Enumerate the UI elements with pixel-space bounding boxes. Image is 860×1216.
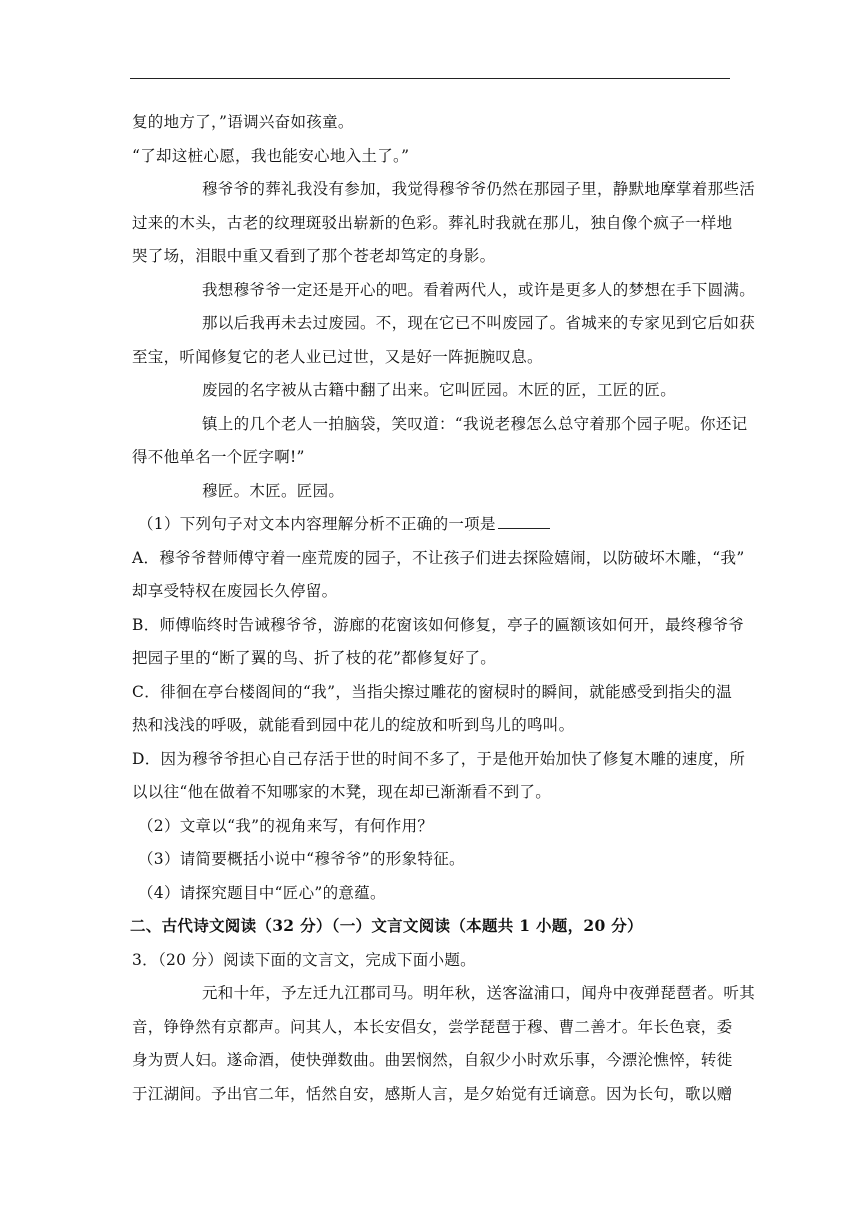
story-line-8: 至宝，听闻修复它的老人业已过世，又是好一阵扼腕叹息。 bbox=[132, 347, 543, 366]
classical-line-1: 元和十年，予左迁九江郡司马。明年秋，送客湓浦口，闻舟中夜弹琵琶者。听其 bbox=[202, 984, 756, 1002]
option-a-line-1: A．穆爷爷替师傅守着一座荒废的园子，不让孩子们进去探险嬉闹，以防破坏木雕，“我” bbox=[132, 548, 745, 567]
option-d-line-1: D．因为穆爷爷担心自己存活于世的时间不多了，于是他开始加快了修复木雕的速度，所 bbox=[132, 749, 746, 768]
option-a-line-2: 却享受特权在废园长久停留。 bbox=[132, 582, 338, 600]
header-rule bbox=[130, 78, 730, 79]
story-line-4: 过来的木头，古老的纹理斑驳出崭新的色彩。葬礼时我就在那儿，独自像个疯子一样地 bbox=[132, 213, 733, 232]
answer-blank[interactable] bbox=[498, 512, 550, 529]
classical-line-4: 于江湖间。予出官二年，恬然自安，感斯人言，是夕始觉有迁谪意。因为长句，歌以赠 bbox=[132, 1084, 733, 1103]
story-line-12: 穆匠。木匠。匠园。 bbox=[202, 481, 345, 500]
question-4: （4）请探究题目中“匠心”的意蕴。 bbox=[138, 883, 386, 902]
story-line-2: “了却这桩心愿，我也能安心地入土了。” bbox=[132, 146, 410, 165]
option-b-line-2: 把园子里的“断了翼的鸟、折了枝的花”都修复好了。 bbox=[132, 649, 497, 667]
option-c-line-1: C．徘徊在亭台楼阁间的“我”，当指尖擦过雕花的窗棂时的瞬间，就能感受到指尖的温 bbox=[132, 682, 732, 701]
story-line-7: 那以后我再未去过废园。不，现在它已不叫废园了。省城来的专家见到它后如获 bbox=[202, 314, 756, 332]
story-line-3: 穆爷爷的葬礼我没有参加，我觉得穆爷爷仍然在那园子里，静默地摩掌着那些活 bbox=[202, 180, 756, 198]
story-line-5: 哭了场，泪眼中重又看到了那个苍老却笃定的身影。 bbox=[132, 247, 496, 265]
section-heading: 二、古代诗文阅读（32 分）（一）文言文阅读（本题共 1 小题，20 分） bbox=[130, 916, 643, 935]
story-line-1: 复的地方了，”语调兴奋如孩童。 bbox=[132, 113, 354, 131]
option-d-line-2: 以以往“他在做着不知哪家的木凳，现在却已渐渐看不到了。 bbox=[132, 783, 552, 801]
classical-line-3: 身为贾人妇。遂命酒，使快弹数曲。曲罢悯然，自叙少小时欢乐事，今漂沦憔悴，转徙 bbox=[132, 1051, 733, 1069]
classical-line-2: 音，铮铮然有京都声。问其人，本长安倡女，尝学琵琶于穆、曹二善才。年长色衰，委 bbox=[132, 1017, 733, 1036]
question-2: （2）文章以“我”的视角来写，有何作用？ bbox=[138, 816, 434, 835]
story-line-10: 镇上的几个老人一拍脑袋，笑叹道：“我说老穆怎么总守着那个园子呢。你还记 bbox=[202, 414, 748, 433]
story-line-6: 我想穆爷爷一定还是开心的吧。看着两代人，或许是更多人的梦想在手下圆满。 bbox=[202, 280, 756, 299]
question-1 bbox=[132, 510, 732, 538]
story-line-9: 废园的名字被从古籍中翻了出来。它叫匠园。木匠的匠，工匠的匠。 bbox=[202, 381, 677, 399]
option-b-line-1: B．师傅临终时告诫穆爷爷，游廊的花窗该如何修复，亭子的匾额该如何开，最终穆爷爷 bbox=[132, 615, 745, 634]
question-3: （3）请简要概括小说中“穆爷爷”的形象特征。 bbox=[138, 850, 465, 868]
option-c-line-2: 热和浅浅的呼吸，就能看到园中花儿的绽放和听到鸟儿的鸣叫。 bbox=[132, 716, 575, 734]
document-body bbox=[130, 108, 756, 1113]
story-line-11: 得不他单名一个匠字啊!” bbox=[132, 448, 305, 466]
question-3-heading: 3．（20 分）阅读下面的文言文，完成下面小题。 bbox=[132, 950, 476, 969]
question-1-text: （1）下列句子对文本内容理解分析不正确的一项是 bbox=[138, 515, 496, 533]
